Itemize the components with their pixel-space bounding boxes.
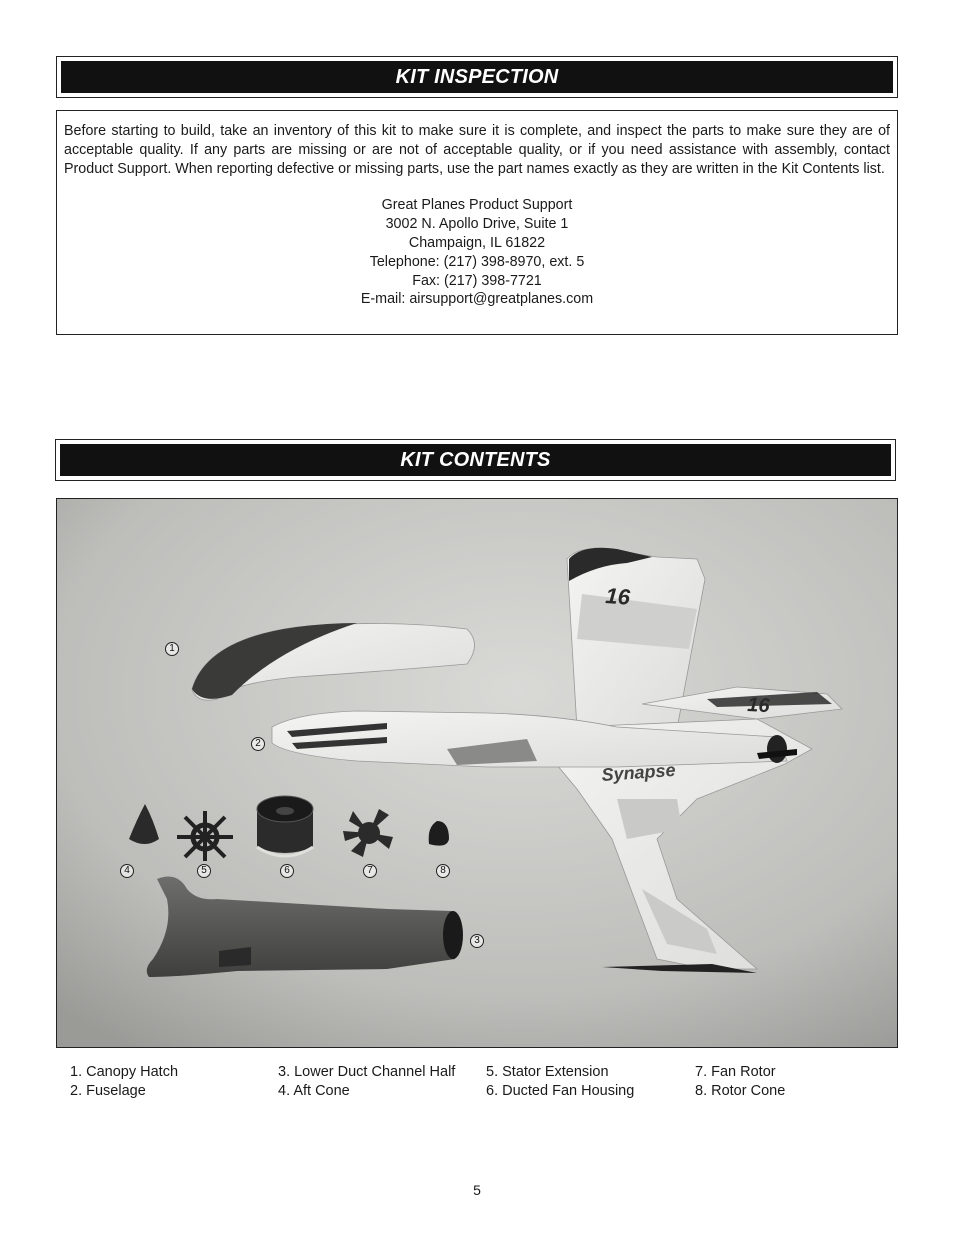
kit-inspection-header xyxy=(56,56,898,98)
part-item: 5. Stator Extension xyxy=(486,1064,609,1080)
fin-number-text: 16 xyxy=(604,583,631,610)
part-item: 7. Fan Rotor xyxy=(695,1064,776,1080)
part-item: 4. Aft Cone xyxy=(278,1083,350,1099)
callout-8: 8 xyxy=(436,864,450,878)
email-line: E-mail: airsupport@greatplanes.com xyxy=(360,291,594,308)
inspection-paragraph: Before starting to build, take an inventory of this kit to make sure it is complete, and inspect the parts to make sure they are of acceptable quality. If any parts are missing or are not of acceptable quality, or if you need assistance with assembly, contact Product Support. When reporting defective or missing parts, use the part names exactly as they are written in the Kit Contents list. xyxy=(64,123,890,177)
ducted-fan-housing-illustration xyxy=(257,796,313,856)
address-line: Champaign, IL 61822 xyxy=(408,234,546,251)
parts-column xyxy=(486,1063,634,1101)
parts-column xyxy=(70,1063,178,1101)
callout-2: 2 xyxy=(251,737,265,751)
callout-3: 3 xyxy=(470,934,484,948)
inspection-text-box xyxy=(56,110,898,335)
callout-7: 7 xyxy=(363,864,377,878)
kit-contents-photo xyxy=(56,498,898,1048)
page-number: 5 xyxy=(473,1182,481,1198)
address-line: Great Planes Product Support xyxy=(381,197,573,214)
kit-contents-header xyxy=(55,439,896,481)
callout-5: 5 xyxy=(197,864,211,878)
part-item: 6. Ducted Fan Housing xyxy=(486,1083,635,1099)
synapse-logo-text: Synapse xyxy=(600,759,677,785)
kit-inspection-title: KIT INSPECTION xyxy=(395,65,559,88)
fax-line: Fax: (217) 398-7721 xyxy=(412,272,542,289)
telephone-line: Telephone: (217) 398-8970, ext. 5 xyxy=(369,253,585,270)
kit-contents-title: KIT CONTENTS xyxy=(400,448,551,471)
callout-1: 1 xyxy=(165,642,179,656)
part-item: 3. Lower Duct Channel Half xyxy=(278,1064,456,1080)
callout-6: 6 xyxy=(280,864,294,878)
product-support-address xyxy=(64,196,890,309)
part-item: 2. Fuselage xyxy=(70,1083,146,1099)
part-item: 1. Canopy Hatch xyxy=(70,1064,179,1080)
part-item: 8. Rotor Cone xyxy=(695,1083,786,1099)
parts-column xyxy=(695,1063,785,1101)
parts-column xyxy=(278,1063,455,1101)
address-line: 3002 N. Apollo Drive, Suite 1 xyxy=(385,216,569,233)
callout-4: 4 xyxy=(120,864,134,878)
wing-number-text: 16 xyxy=(746,694,771,718)
kit-parts-illustration xyxy=(57,499,897,1047)
